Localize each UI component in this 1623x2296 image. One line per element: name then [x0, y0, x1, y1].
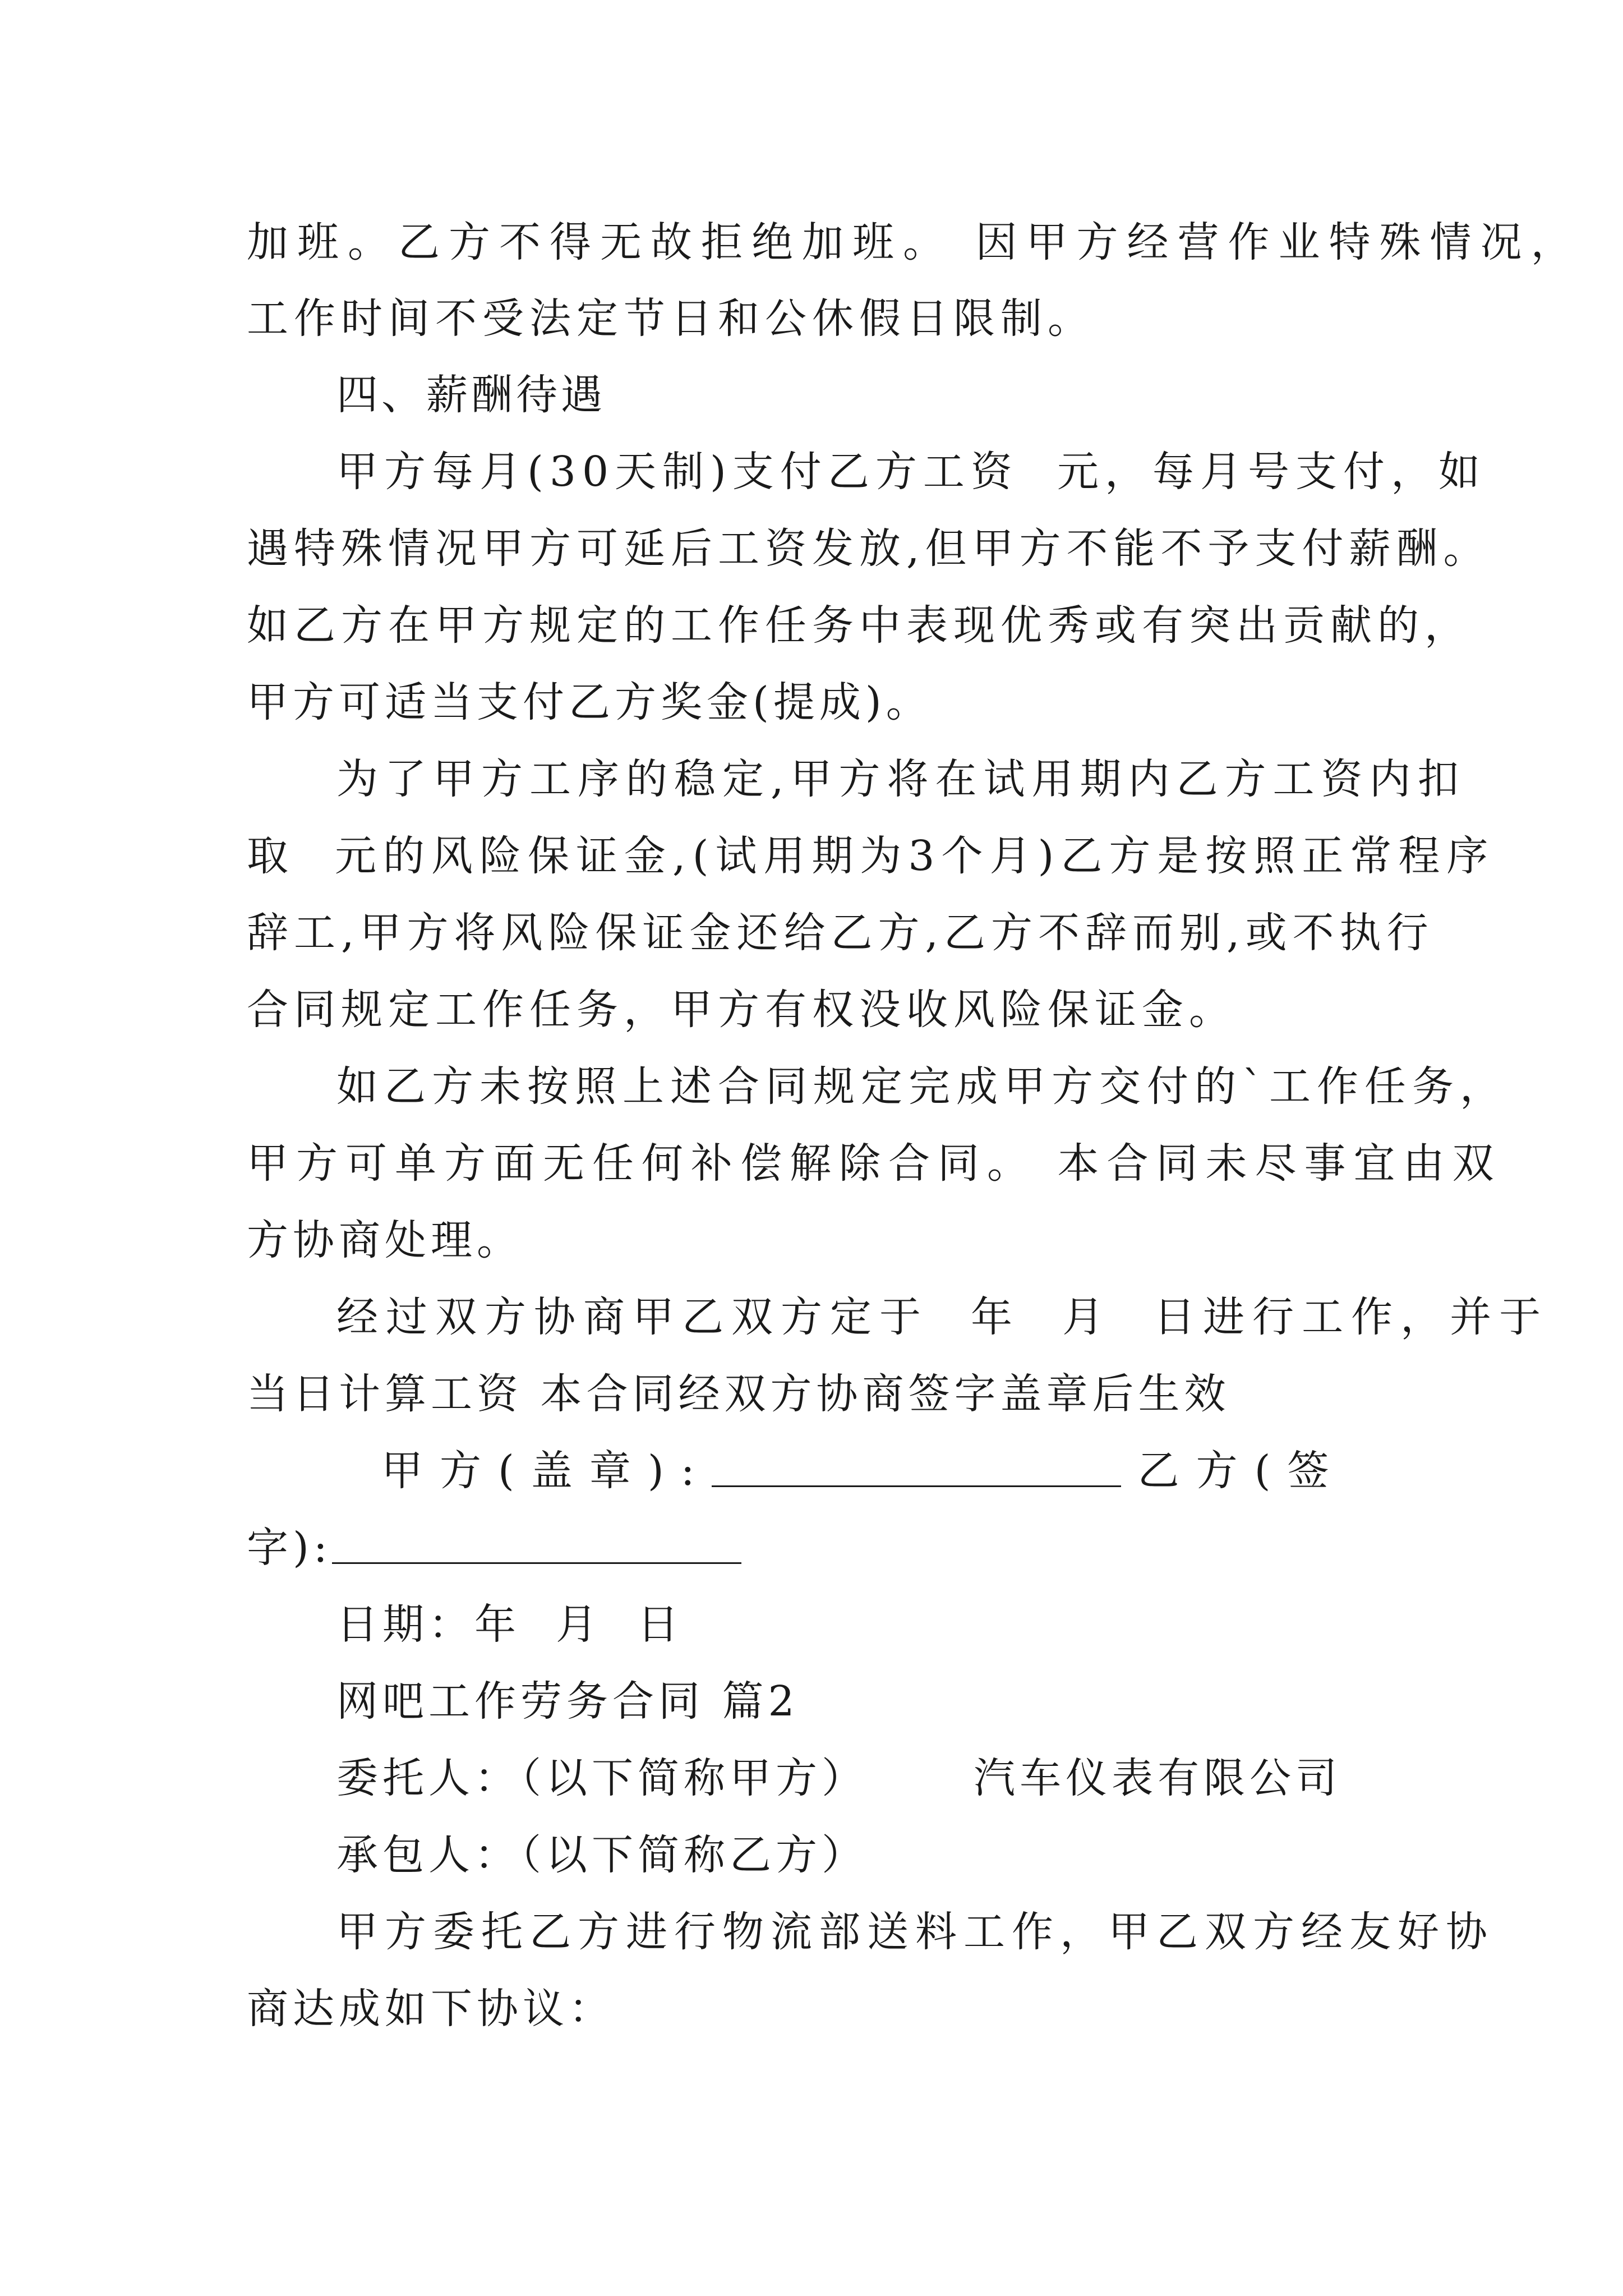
client-line: 委托人：（以下简称甲方） 汽车仪表有限公司 — [336, 1754, 1342, 1802]
party-b-sign-label-cont: 字): — [247, 1524, 332, 1572]
paragraph-line: 甲方委托乙方进行物流部送料工作，甲乙双方经友好协 — [336, 1908, 1494, 1956]
paragraph-line: 加班。乙方不得无故拒绝加班。 因甲方经营作业特殊情况， — [247, 218, 1581, 266]
paragraph-line: 甲方可适当支付乙方奖金(提成)。 — [247, 678, 932, 726]
paragraph-line: 工作时间不受法定节日和公休假日限制。 — [247, 295, 1095, 343]
paragraph-line: 甲方每月(30天制)支付乙方工资 元，每月号支付，如 — [336, 448, 1486, 496]
date-line: 日期：年 月 日 — [336, 1600, 684, 1649]
party-b-sign-label: 乙方(签 — [1137, 1447, 1346, 1495]
paragraph-line: 方协商处理。 — [247, 1216, 523, 1264]
paragraph-line: 如乙方在甲方规定的工作任务中表现优秀或有突出贡献的， — [247, 601, 1472, 650]
section-heading-salary: 四、薪酬待遇 — [336, 371, 606, 419]
party-a-signature-blank — [712, 1485, 1121, 1487]
contractor-line: 承包人：（以下简称乙方） — [336, 1831, 868, 1879]
paragraph-line: 辞工,甲方将风险保证金还给乙方,乙方不辞而别,或不执行 — [247, 909, 1434, 957]
paragraph-line: 商达成如下协议： — [247, 1985, 615, 2033]
paragraph-line: 甲方可单方面无任何补偿解除合同。 本合同未尽事宜由双 — [247, 1139, 1502, 1188]
paragraph-line: 合同规定工作任务，甲方有权没收风险保证金。 — [247, 986, 1236, 1034]
party-b-signature-blank — [332, 1562, 741, 1564]
paragraph-line: 取 元的风险保证金,(试用期为3个月)乙方是按照正常程序 — [247, 832, 1495, 880]
paragraph-line: 为了甲方工序的稳定,甲方将在试用期内乙方工资内扣 — [336, 755, 1466, 803]
paragraph-line: 如乙方未按照上述合同规定完成甲方交付的`工作任务， — [336, 1062, 1507, 1111]
paragraph-line: 经过双方协商甲乙双方定于 年 月 日进行工作，并于 — [336, 1293, 1549, 1341]
contract-title: 网吧工作劳务合同 篇2 — [336, 1677, 799, 1726]
signature-line-party-b — [247, 1524, 741, 1572]
signature-line-party-a — [381, 1447, 1346, 1495]
paragraph-line: 遇特殊情况甲方可延后工资发放,但甲方不能不予支付薪酬。 — [247, 524, 1491, 573]
party-a-seal-label: 甲方(盖章): — [381, 1447, 712, 1495]
paragraph-line: 当日计算工资 本合同经双方协商签字盖章后生效 — [247, 1370, 1230, 1418]
